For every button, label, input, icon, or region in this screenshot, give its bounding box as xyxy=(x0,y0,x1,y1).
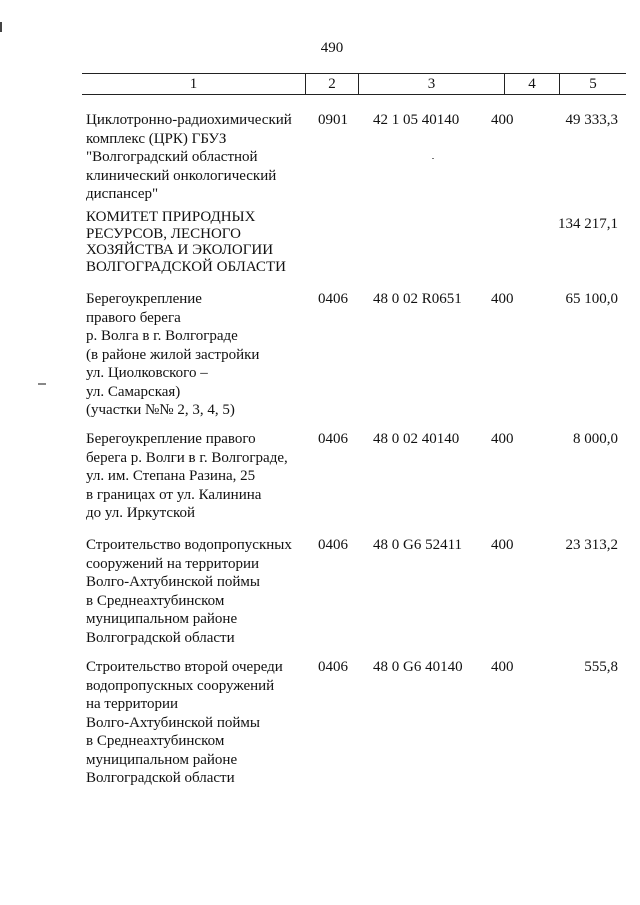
expense-type-code: 400 xyxy=(491,659,514,675)
scan-speck xyxy=(432,158,434,159)
expense-type-code: 400 xyxy=(491,431,514,447)
row-description xyxy=(86,290,308,420)
description-line: диспансер" xyxy=(86,186,159,202)
scan-margin-mark xyxy=(38,383,46,385)
description-line: в Среднеахтубинском xyxy=(86,592,225,609)
section-code: 0901 xyxy=(318,112,348,128)
description-line: на территории xyxy=(86,696,179,712)
description-line: сооружений на территории xyxy=(86,555,260,572)
amount: 555,8 xyxy=(584,659,618,675)
description-line: Волго-Ахтубинской поймы xyxy=(86,574,260,590)
target-article-code: 48 0 02 R0651 xyxy=(373,291,462,307)
target-article-code: 48 0 02 40140 xyxy=(373,431,460,447)
scan-margin-mark xyxy=(0,22,2,32)
description-line: Строительство водопропускных xyxy=(86,537,292,553)
expense-type-code: 400 xyxy=(491,112,514,128)
row-description xyxy=(86,209,308,275)
description-line: Волго-Ахтубинской поймы xyxy=(86,714,260,731)
description-line: ул. им. Степана Разина, 25 xyxy=(86,468,256,484)
amount: 23 313,2 xyxy=(565,537,618,553)
description-line: Циклотронно-радиохимический xyxy=(86,112,292,128)
description-line: "Волгоградский областной xyxy=(86,149,258,165)
amount: 65 100,0 xyxy=(565,291,618,307)
description-line: клинический онкологический xyxy=(86,167,277,184)
description-line: ХОЗЯЙСТВА И ЭКОЛОГИИ xyxy=(86,242,274,258)
description-line: водопропускных сооружений xyxy=(86,677,275,694)
row-description xyxy=(86,536,308,647)
page-number: 490 xyxy=(320,40,344,56)
description-line: ул. Циолковского – xyxy=(86,365,208,381)
target-article-code: 48 0 G6 52411 xyxy=(373,537,463,553)
header-col-4: 4 xyxy=(504,74,559,94)
section-code: 0406 xyxy=(318,291,348,307)
description-line: Волгоградской области xyxy=(86,629,235,646)
expense-type-code: 400 xyxy=(491,291,514,307)
description-line: муниципальном районе xyxy=(86,611,238,627)
header-col-1: 1 xyxy=(189,76,198,92)
description-line: Строительство второй очереди xyxy=(86,659,283,675)
section-code: 0406 xyxy=(318,659,348,675)
description-line: Берегоукрепление xyxy=(86,291,202,307)
description-line: в границах от ул. Калинина xyxy=(86,486,262,503)
row-description xyxy=(86,111,308,204)
header-col-2: 2 xyxy=(305,74,358,94)
description-line: (участки №№ 2, 3, 4, 5) xyxy=(86,402,235,418)
amount: 8 000,0 xyxy=(573,431,618,447)
target-article-code: 42 1 05 40140 xyxy=(373,112,460,128)
section-code: 0406 xyxy=(318,537,348,553)
description-line: Волгоградской области xyxy=(86,770,235,786)
description-line: в Среднеахтубинском xyxy=(86,733,225,749)
table-header xyxy=(82,73,626,95)
header-col-3: 3 xyxy=(358,74,504,94)
row-description xyxy=(86,658,308,788)
description-line: муниципальном районе xyxy=(86,751,238,768)
description-line: ВОЛГОГРАДСКОЙ ОБЛАСТИ xyxy=(86,258,286,275)
description-line: КОМИТЕТ ПРИРОДНЫХ xyxy=(86,209,256,225)
description-line: Берегоукрепление правого xyxy=(86,431,256,447)
description-line: р. Волга в г. Волгограде xyxy=(86,328,238,344)
description-line: берега р. Волги в г. Волгограде, xyxy=(86,449,288,466)
target-article-code: 48 0 G6 40140 xyxy=(373,659,463,675)
description-line: РЕСУРСОВ, ЛЕСНОГО xyxy=(86,225,241,242)
amount: 134 217,1 xyxy=(558,216,618,232)
row-description xyxy=(86,430,308,523)
description-line: ул. Самарская) xyxy=(86,383,181,400)
expense-type-code: 400 xyxy=(491,537,514,553)
description-line: (в районе жилой застройки xyxy=(86,346,260,363)
amount: 49 333,3 xyxy=(565,112,618,128)
description-line: до ул. Иркутской xyxy=(86,505,196,521)
description-line: правого берега xyxy=(86,309,181,326)
section-code: 0406 xyxy=(318,431,348,447)
header-col-5: 5 xyxy=(559,74,626,94)
description-line: комплекс (ЦРК) ГБУЗ xyxy=(86,130,227,147)
